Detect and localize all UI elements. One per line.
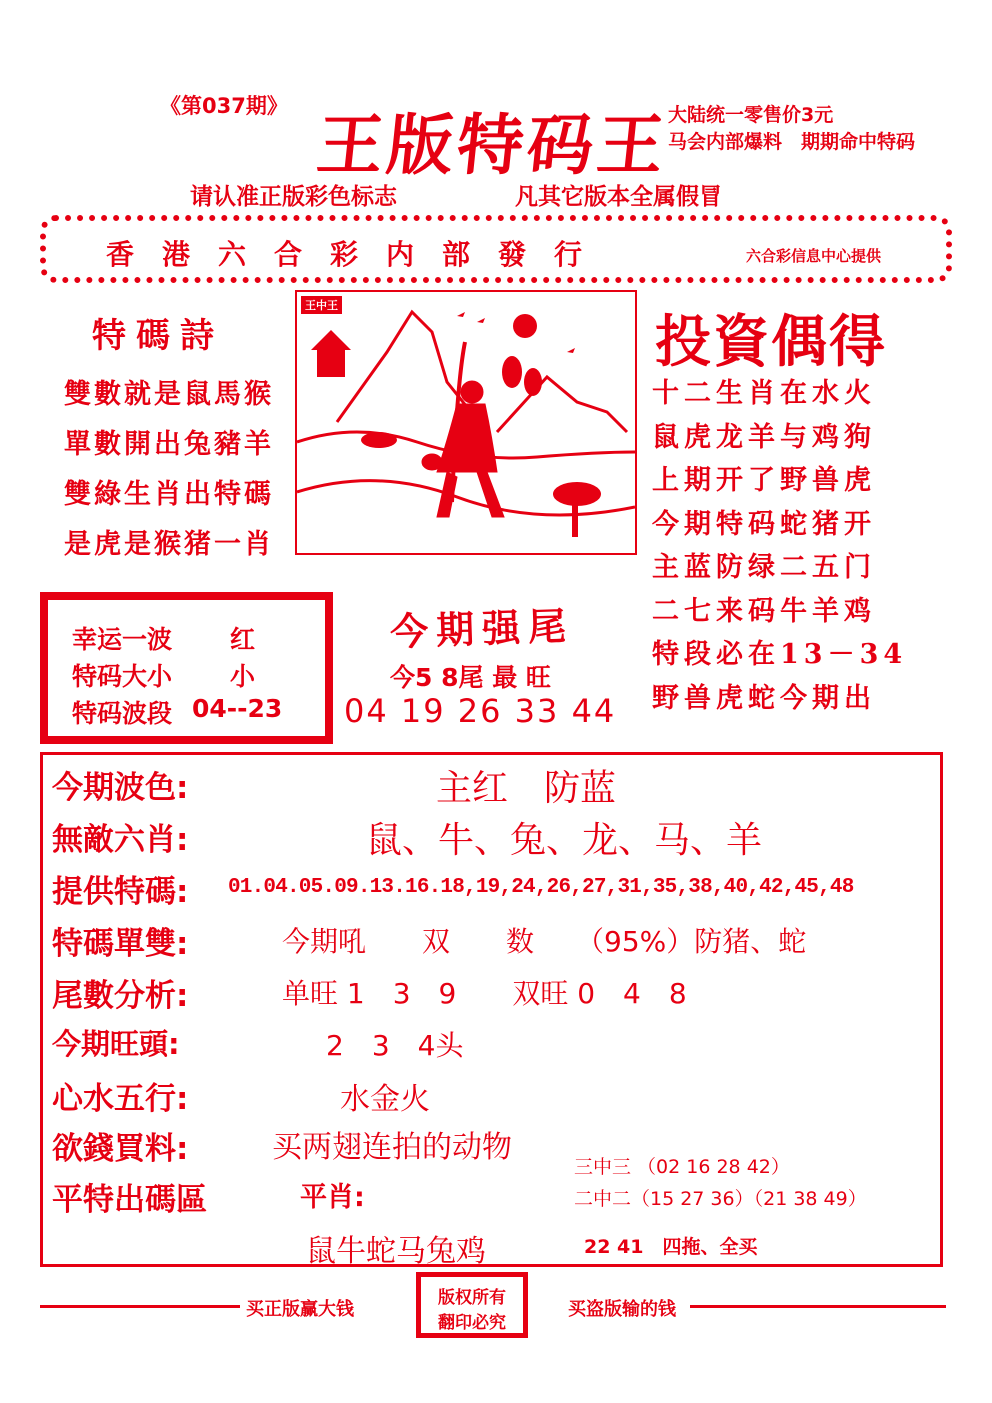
poem-line: 單數開出兔豬羊	[64, 429, 274, 460]
strong-tail-numbers: 04 19 26 33 44	[344, 692, 617, 730]
invest-line: 鼠虎龙羊与鸡狗	[652, 421, 876, 453]
lucky-value-2: 小	[230, 662, 256, 691]
element-label: 心水五行:	[52, 1081, 189, 1117]
page-title: 王版特码王	[313, 106, 672, 184]
issue-banner	[40, 215, 952, 283]
invest-line: 上期开了野兽虎	[652, 465, 876, 496]
six-zodiac-label: 無敵六肖:	[52, 822, 189, 858]
invest-line: 十二生肖在水火	[652, 378, 876, 409]
strong-tail-subtitle: 今5 8尾 最 旺	[390, 663, 551, 692]
sun-icon	[513, 314, 537, 338]
strong-tail-title: 今期强尾	[389, 602, 575, 655]
slogan-text: 马会内部爆料 期期命中特码	[668, 131, 916, 153]
buy-value: 买两翅连拍的动物	[272, 1130, 512, 1165]
poem-title: 特碼詩	[92, 316, 224, 356]
poem-block	[64, 370, 274, 570]
stamp-seal: 王中王	[301, 296, 342, 314]
head-value: 2 3 4头	[326, 1029, 464, 1062]
invest-line: 今期特码蛇猪开	[652, 508, 876, 540]
lucky-value-3: 04--23	[192, 694, 283, 723]
buy-label: 欲錢買料:	[52, 1131, 189, 1167]
invest-line: 二七来码牛羊鸡	[652, 595, 876, 627]
poem-line: 雙綠生肖出特碼	[64, 479, 274, 510]
tail-label: 尾數分析:	[52, 978, 189, 1014]
oddeven-value: 今期吼 双 数 （95%）防猪、蛇	[282, 925, 807, 958]
footer-left-text: 买正版赢大钱	[246, 1299, 354, 1320]
footer-divider-left	[40, 1305, 240, 1308]
lucky-label-3: 特码波段	[72, 699, 173, 728]
combo-two: 二中二（15 27 36）（21 38 49）	[574, 1188, 867, 1210]
combo-drag: 22 41 四拖、全买	[584, 1236, 758, 1258]
flat-value: 鼠牛蛇马兔鸡	[306, 1234, 486, 1269]
price-text: 大陆统一零售价3元	[668, 104, 834, 126]
lucky-label-1: 幸运一波	[72, 625, 173, 654]
invest-line: 主蓝防绿二五门	[652, 552, 876, 583]
footer-divider-right	[690, 1305, 946, 1308]
lucky-value-1: 红	[230, 625, 256, 654]
copyright-box	[416, 1272, 528, 1338]
copyright-line-2: 翻印必究	[438, 1313, 506, 1333]
head-label: 今期旺頭:	[52, 1027, 180, 1061]
lucky-label-2: 特码大小	[72, 662, 173, 691]
traveler-illustration	[295, 290, 637, 555]
banner-main-text: 香 港 六 合 彩 内 部 發 行	[106, 238, 583, 271]
code-value: 01.04.05.09.13.16.18,19,24,26,27,31,35,38,40,42,45,48	[228, 876, 854, 899]
copyright-line-1: 版权所有	[438, 1288, 506, 1308]
flat-sub-label: 平肖:	[300, 1182, 365, 1213]
lucky-box	[40, 592, 333, 744]
combo-three: 三中三 （02 16 28 42）	[574, 1156, 790, 1178]
color-label: 今期波色:	[52, 770, 189, 806]
poem-line: 雙數就是鼠馬猴	[64, 379, 274, 410]
notice-right: 凡其它版本全属假冒	[515, 184, 722, 210]
poem-line: 是虎是猴猪一肖	[64, 529, 274, 560]
six-zodiac-value: 鼠、牛、兔、龙、马、羊	[366, 820, 763, 861]
notice-left: 请认准正版彩色标志	[190, 184, 397, 210]
issue-number: 《第037期》	[160, 94, 288, 118]
banner-source-text: 六合彩信息中心提供	[746, 247, 882, 265]
oddeven-label: 特碼單雙:	[52, 926, 189, 962]
footer-right-text: 买盗版输的钱	[568, 1299, 676, 1320]
landscape-drawing	[297, 292, 635, 553]
invest-block	[652, 372, 907, 720]
flat-label: 平特出碼區	[52, 1182, 207, 1218]
color-value: 主红 防蓝	[436, 768, 617, 809]
invest-line: 野兽虎蛇今期出	[652, 682, 876, 714]
element-value: 水金火	[340, 1082, 430, 1117]
invest-line: 特段必在13－34	[652, 639, 908, 670]
tail-value: 单旺 1 3 9 双旺 0 4 8	[282, 977, 687, 1010]
code-label: 提供特碼:	[52, 874, 189, 910]
invest-title: 投資偶得	[655, 309, 887, 375]
